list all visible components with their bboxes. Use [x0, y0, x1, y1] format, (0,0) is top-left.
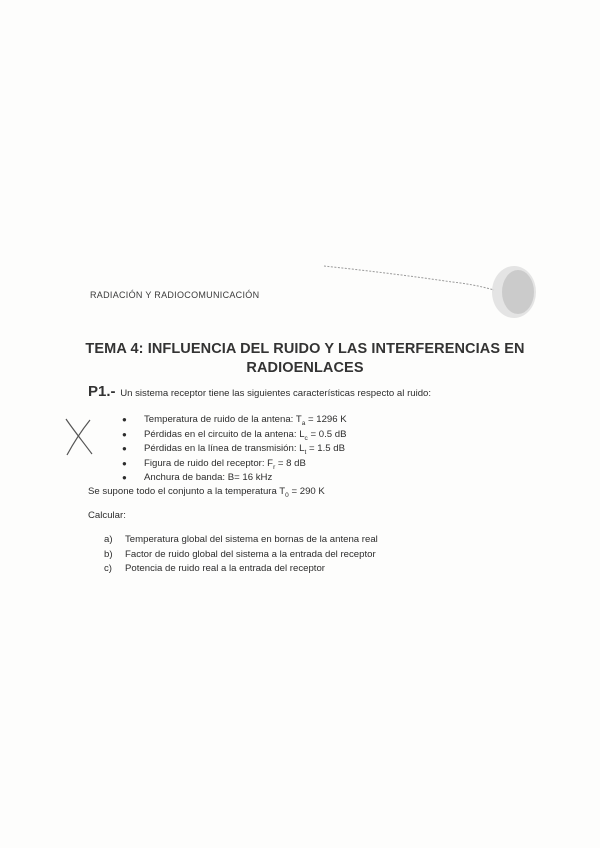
list-item: ● Temperatura de ruido de la antena: $T_a = 1296$ K	[122, 414, 347, 427]
list-item: b) Factor de ruido global del sistema a la entrada del receptor	[104, 548, 376, 560]
assumption-line: Se supone todo el conjunto a la temperatura $T_0 = 290$ K	[88, 486, 325, 499]
title-line-2: RADIOENLACES	[246, 360, 364, 376]
problem-label: P1.-	[88, 383, 116, 400]
problem-intro: Un sistema receptor tiene las siguientes características respecto al ruido:	[120, 388, 432, 399]
bullet-icon: ●	[122, 458, 127, 468]
list-item: ● Figura de ruido del receptor: $F_r = 8$ dB	[122, 457, 306, 471]
list-item: ● Anchura de banda: B= 16 kHz	[122, 471, 347, 486]
list-item: a) Temperatura global del sistema en bornas de la antena real	[104, 534, 378, 545]
list-item: ● Pérdidas en el circuito de la antena: $L_c = 0.5$ dB	[122, 428, 347, 442]
problem-statement	[88, 383, 558, 400]
scan-artifact-stroke	[322, 262, 542, 324]
page-title	[80, 340, 530, 378]
title-line-1: TEMA 4: INFLUENCIA DEL RUIDO Y LAS INTERFERENCIAS EN	[85, 341, 525, 357]
list-item: ● Pérdidas en la línea de transmisión: $L_t = 1.5$ dB	[122, 443, 346, 457]
characteristics-list	[122, 413, 347, 486]
questions-list	[104, 533, 378, 577]
bullet-icon: ●	[122, 429, 127, 439]
bullet-icon: ●	[122, 415, 127, 424]
handwritten-x-mark	[62, 416, 96, 458]
calcular-label: Calcular:	[88, 510, 126, 521]
list-item: c) Potencia de ruido real a la entrada del receptor	[104, 563, 325, 575]
bullet-icon: ●	[122, 444, 127, 454]
course-header: RADIACIÓN Y RADIOCOMUNICACIÓN	[90, 290, 260, 300]
bullet-icon: ●	[122, 473, 127, 483]
